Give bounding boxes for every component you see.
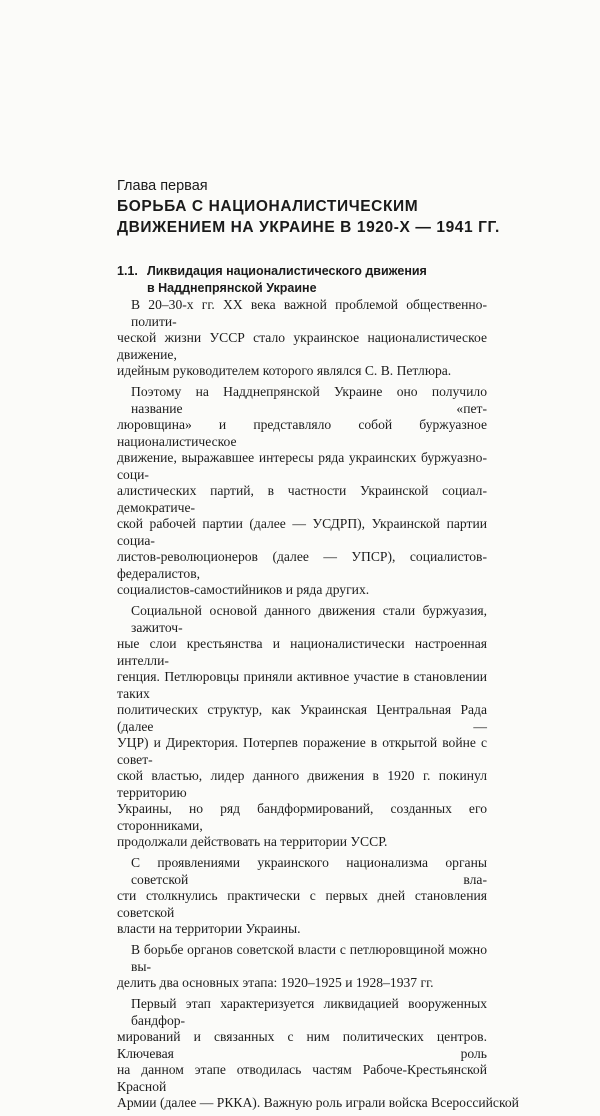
- paragraph: [117, 297, 487, 380]
- paragraph-line: социалистов-самостийников и ряда других.: [117, 582, 370, 597]
- paragraph-line: ской властью, лидер данного движения в 1920 г. покинул территорию: [117, 768, 487, 800]
- paragraph-line: движение, выражавшее интересы ряда украинских буржуазно-соци-: [117, 450, 487, 482]
- paragraph-line: Поэтому на Надднепрянской Украине оно получило название «пет-: [131, 384, 487, 416]
- paragraph: [117, 996, 519, 1112]
- paragraph-line: политических структур, как Украинская Центральная Рада (далее —: [117, 702, 487, 734]
- section-title-line: Ликвидация националистического движения: [147, 264, 427, 278]
- paragraph-line: генция. Петлюровцы приняли активное участие в становлении таких: [117, 669, 487, 701]
- paragraph-line: листов-революционеров (далее — УПСР), социалистов-федералистов,: [117, 549, 487, 581]
- paragraph: [117, 855, 487, 938]
- paragraph-line: ской рабочей партии (далее — УСДРП), Украинской партии социа-: [117, 516, 487, 548]
- paragraph-line: идейным руководителем которого являлся С. В. Петлюра.: [117, 363, 452, 378]
- paragraph-line: люровщина» и представляло собой буржуазное националистическое: [117, 417, 487, 449]
- paragraph-line: делить два основных этапа: 1920–1925 и 1928–1937 гг.: [117, 975, 434, 990]
- chapter-title-line: БОРЬБА С НАЦИОНАЛИСТИЧЕСКИМ: [117, 198, 419, 215]
- section-heading: [117, 263, 517, 297]
- paragraph-line: сти столкнулись практически с первых дней становления советской: [117, 888, 487, 920]
- paragraph-line: продолжали действовать на территории УССР.: [117, 834, 388, 849]
- paragraph-line: алистических партий, в частности Украинской социал-демократиче-: [117, 483, 487, 515]
- chapter-title: [117, 196, 537, 238]
- paragraph-line: Первый этап характеризуется ликвидацией вооруженных бандфор-: [131, 996, 487, 1028]
- paragraph-line: Украины, но ряд бандформирований, созданных его сторонниками,: [117, 801, 487, 833]
- paragraph-line: мирований и связанных с ним политических центров. Ключевая роль: [117, 1029, 487, 1061]
- paragraph: [117, 942, 487, 992]
- paragraph-line: ные слои крестьянства и националистически настроенная интелли-: [117, 636, 487, 668]
- paragraph-line: УЦР) и Директория. Потерпев поражение в открытой войне с совет-: [117, 735, 487, 767]
- paragraph-line: В борьбе органов советской власти с петлюровщиной можно вы-: [131, 942, 487, 974]
- chapter-label: Глава первая: [117, 178, 208, 194]
- paragraph: [117, 384, 487, 599]
- section-number: 1.1.: [117, 264, 138, 278]
- section-title-line: в Надднепрянской Украине: [147, 281, 317, 295]
- paragraph-line: власти на территории Украины.: [117, 921, 301, 936]
- paragraph: [117, 603, 487, 851]
- paragraph-line: на данном этапе отводилась частям Рабоче-Крестьянской Красной: [117, 1062, 487, 1094]
- paragraph-line: С проявлениями украинского национализма органы советской вла-: [131, 855, 487, 887]
- paragraph-line: Армии (далее — РККА). Важную роль играли войска Всероссийской: [117, 1095, 519, 1110]
- paragraph-line: В 20–30-х гг. XX века важной проблемой общественно-полити-: [131, 297, 487, 329]
- body-text: [117, 297, 519, 1116]
- paragraph-line: ческой жизни УССР стало украинское националистическое движение,: [117, 330, 487, 362]
- paragraph-line: Социальной основой данного движения стали буржуазия, зажиточ-: [131, 603, 487, 635]
- chapter-title-line: ДВИЖЕНИЕМ НА УКРАИНЕ В 1920-Х — 1941 ГГ.: [117, 219, 500, 236]
